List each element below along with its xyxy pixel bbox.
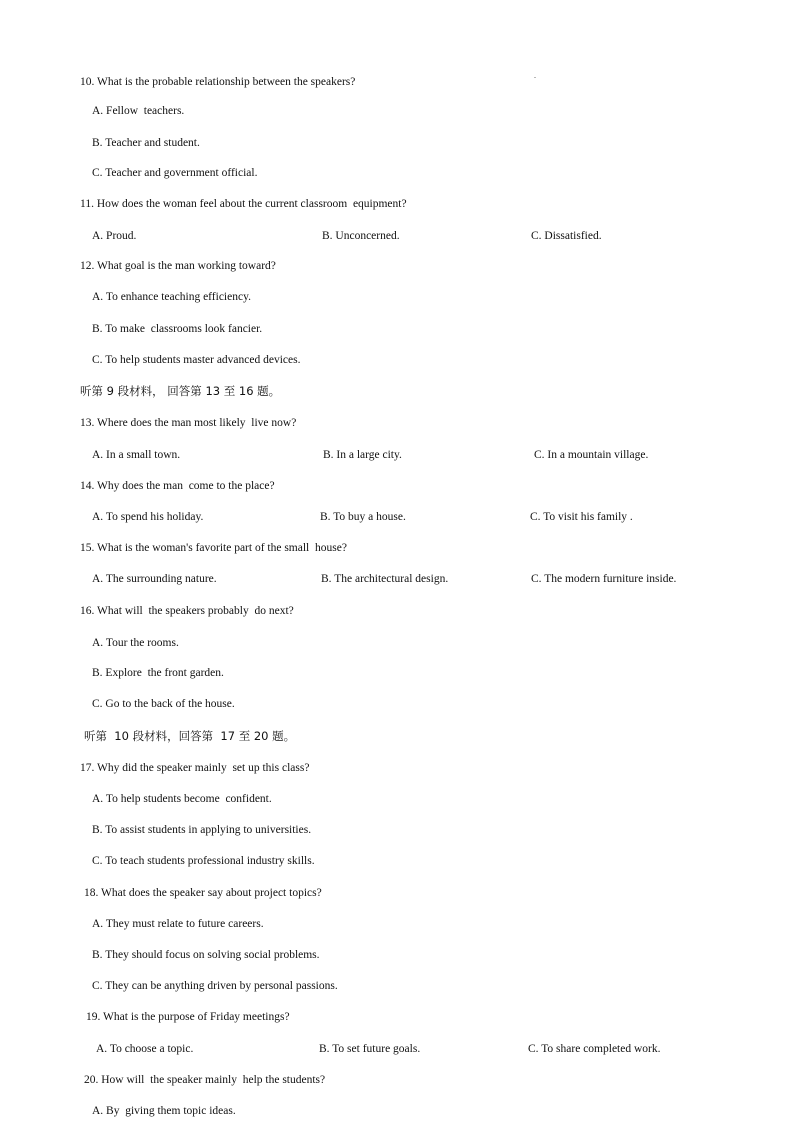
section-heading-9: 听第 9 段材料， 回答第 13 至 16 题。 xyxy=(80,384,281,398)
question-stem: 20. How will the speaker mainly help the students? xyxy=(84,1074,326,1086)
option-c: C. To help students master advanced devices. xyxy=(92,354,301,366)
section-heading-10: 听第 10 段材料，回答第 17 至 20 题。 xyxy=(84,729,296,743)
option-a: A. To choose a topic. xyxy=(96,1043,194,1055)
question-stem: 17. Why did the speaker mainly set up this class? xyxy=(80,762,310,774)
question-stem: 10. What is the probable relationship between the speakers? xyxy=(80,76,356,88)
question-stem: 18. What does the speaker say about project topics? xyxy=(84,887,322,899)
option-b: B. Unconcerned. xyxy=(322,230,400,242)
option-b: B. Explore the front garden. xyxy=(92,667,224,679)
option-c: C. Dissatisfied. xyxy=(531,230,602,242)
corner-mark: . xyxy=(534,71,536,80)
option-b: B. To make classrooms look fancier. xyxy=(92,323,263,335)
option-a: A. Tour the rooms. xyxy=(92,637,179,649)
option-b: B. To assist students in applying to universities. xyxy=(92,824,312,836)
question-stem: 16. What will the speakers probably do next? xyxy=(80,605,294,617)
option-c: C. In a mountain village. xyxy=(534,449,649,461)
option-c: C. To teach students professional industry skills. xyxy=(92,855,315,867)
option-a: A. By giving them topic ideas. xyxy=(92,1105,236,1117)
option-b: B. Teacher and student. xyxy=(92,137,200,149)
option-a: A. To spend his holiday. xyxy=(92,511,204,523)
option-c: C. They can be anything driven by personal passions. xyxy=(92,980,338,992)
option-a: A. To enhance teaching efficiency. xyxy=(92,291,251,303)
option-b: B. To buy a house. xyxy=(320,511,406,523)
option-a: A. Proud. xyxy=(92,230,137,242)
question-stem: 12. What goal is the man working toward? xyxy=(80,260,276,272)
question-stem: 15. What is the woman's favorite part of the small house? xyxy=(80,542,347,554)
option-c: C. Teacher and government official. xyxy=(92,167,258,179)
option-a: A. They must relate to future careers. xyxy=(92,918,264,930)
option-b: B. To set future goals. xyxy=(319,1043,421,1055)
question-stem: 13. Where does the man most likely live now? xyxy=(80,417,297,429)
option-a: A. In a small town. xyxy=(92,449,181,461)
question-stem: 14. Why does the man come to the place? xyxy=(80,480,275,492)
option-c: C. To visit his family . xyxy=(530,511,633,523)
option-b: B. They should focus on solving social problems. xyxy=(92,949,320,961)
option-a: A. To help students become confident. xyxy=(92,793,272,805)
question-stem: 19. What is the purpose of Friday meetings? xyxy=(86,1011,290,1023)
question-stem: 11. How does the woman feel about the current classroom equipment? xyxy=(80,198,407,210)
option-b: B. The architectural design. xyxy=(321,573,449,585)
option-c: C. To share completed work. xyxy=(528,1043,661,1055)
option-a: A. Fellow teachers. xyxy=(92,105,185,117)
option-c: C. The modern furniture inside. xyxy=(531,573,677,585)
option-b: B. In a large city. xyxy=(323,449,402,461)
option-c: C. Go to the back of the house. xyxy=(92,698,235,710)
option-a: A. The surrounding nature. xyxy=(92,573,217,585)
